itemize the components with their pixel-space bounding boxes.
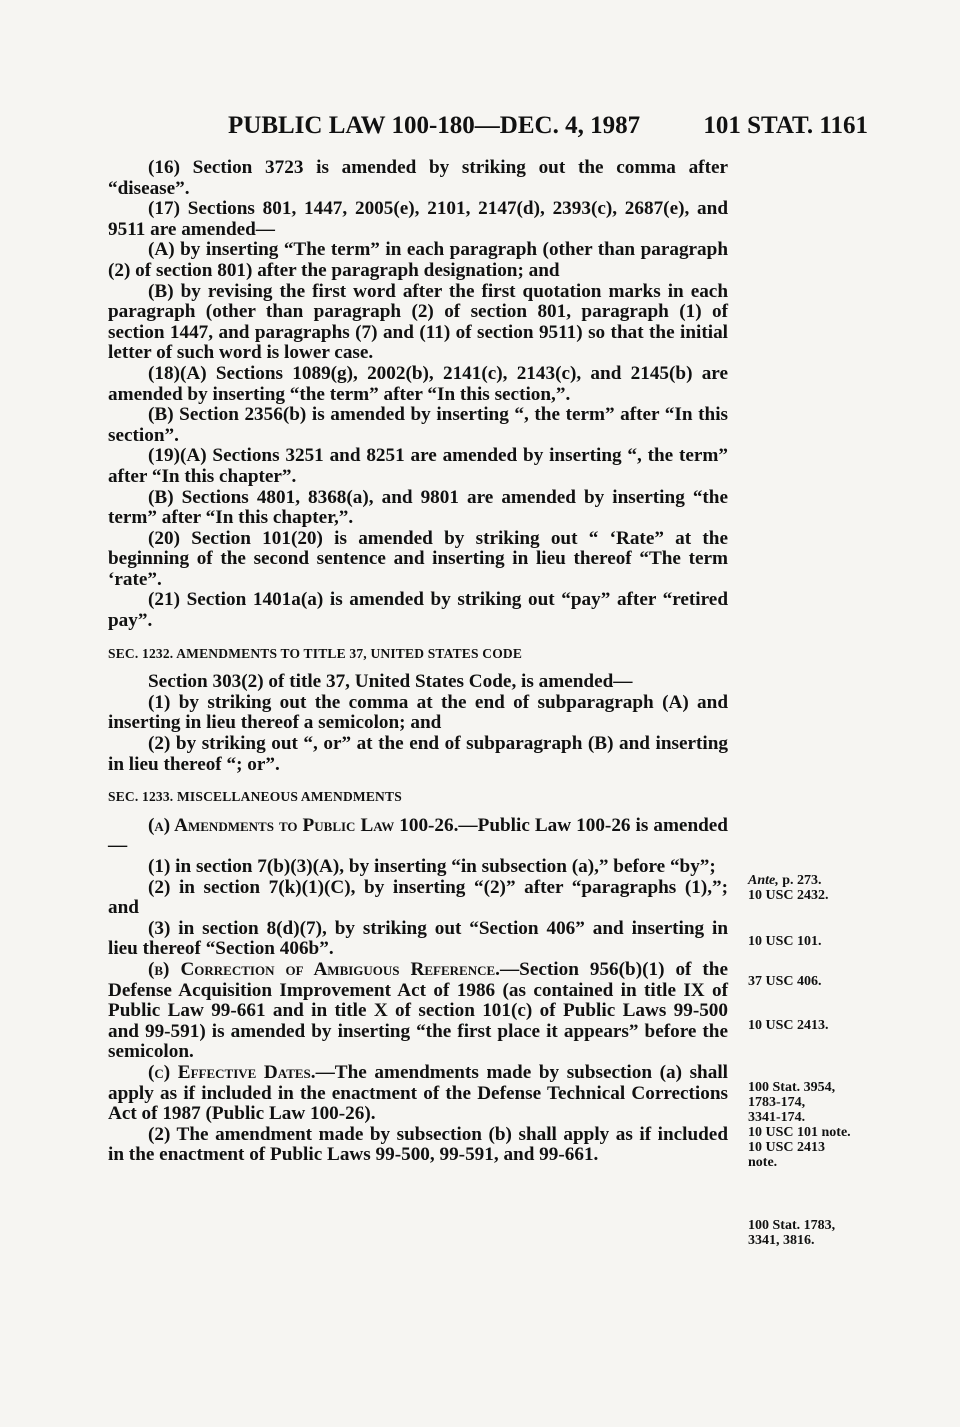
paragraph-19-a: (19)(A) Sections 3251 and 8251 are amended by inserting “, the term” after “In this chapter”.	[108, 445, 728, 487]
running-title: PUBLIC LAW 100-180—DEC. 4, 1987	[228, 112, 641, 139]
section-1233-a-3: (3) in section 8(d)(7), by striking out “Section 406” and inserting in lieu thereof “Section 406b”.	[108, 917, 728, 960]
section-1233-a-2: (2) in section 7(k)(1)(C), by inserting “(2)” after “paragraphs (1),”; and	[108, 876, 728, 919]
subsection-c-text: —The amendments made by subsection (a) shall apply as if included in the enactment of the Defense Technical Corrections Act of 1987 (Public Law 100-26).	[108, 1061, 728, 1125]
subsection-b-text: —Section 956(b)(1) of the Defense Acquisition Improvement Act of 1986 (as contained in title IX of Public Law 99-661 and in title X of section 101(c) of Public Laws 99-500 and 99-591) is amended by inserting “the first place it appears” before the semicolon.	[108, 958, 728, 1063]
paragraph-16: (16) Section 3723 is amended by striking out the comma after “disease”.	[108, 157, 728, 199]
paragraph-17-b: (B) by revising the first word after the first quotation marks in each paragraph (other than paragraph (2) of section 801, paragraph (1) of section 1447, and paragraphs (7) and (11) of section 9511) so that the initial letter of such word is lower case.	[108, 280, 728, 364]
page-header	[228, 112, 868, 152]
subsection-a-caption: (a) Amendments to Public Law 100-26.	[148, 814, 459, 836]
section-1233-a	[108, 816, 728, 857]
margin-note-37-usc-406: 37 USC 406.	[748, 974, 822, 989]
subsection-a-text: —Public Law 100-26 is amended—	[108, 814, 728, 857]
section-1232-para-1: (1) by striking out the comma at the end of subparagraph (A) and inserting in lieu thereof a semicolon; and	[108, 691, 728, 734]
margin-note-ante: Ante, p. 273. 10 USC 2432.	[748, 873, 948, 903]
margin-note-10-usc-2413: 10 USC 2413.	[748, 1018, 829, 1033]
section-1233-c	[108, 1063, 728, 1125]
paragraph-18-a: (18)(A) Sections 1089(g), 2002(b), 2141(c), 2143(c), and 2145(b) are amended by inserting “the term” after “In this section,”.	[108, 362, 728, 405]
section-1233-heading: SEC. 1233. MISCELLANEOUS AMENDMENTS	[108, 789, 402, 805]
paragraph-17-a: (A) by inserting “The term” in each paragraph (other than paragraph (2) of section 801) after the paragraph designation; and	[108, 239, 728, 281]
section-1233-c-2: (2) The amendment made by subsection (b) shall apply as if included in the enactment of Public Laws 99-500, 99-591, and 99-661.	[108, 1123, 728, 1166]
subsection-b-caption: (b) Correction of Ambiguous Reference.	[148, 958, 500, 980]
section-1232-intro: Section 303(2) of title 37, United States Code, is amended—	[148, 671, 633, 693]
section-1233-a-1: (1) in section 7(b)(3)(A), by inserting “in subsection (a),” before “by”;	[148, 856, 716, 877]
paragraph-18-b: (B) Section 2356(b) is amended by inserting “, the term” after “In this section”.	[108, 404, 728, 446]
paragraph-20: (20) Section 101(20) is amended by striking out “ ‘Rate” at the beginning of the second sentence and inserting in lieu thereof “The term ‘rate”.	[108, 527, 728, 590]
statute-citation: 101 STAT. 1161	[703, 112, 868, 139]
margin-note-100-stat-1783: 100 Stat. 1783, 3341, 3816.	[748, 1218, 836, 1248]
paragraph-17: (17) Sections 801, 1447, 2005(e), 2101, 2147(d), 2393(c), 2687(e), and 9511 are amended—	[108, 198, 728, 240]
margin-note-ante-line-1: Ante, p. 273.	[748, 873, 822, 888]
paragraph-21: (21) Section 1401a(a) is amended by striking out “pay” after “retired pay”.	[108, 589, 728, 632]
subsection-c-caption: (c) Effective Dates.	[148, 1061, 316, 1083]
body-text	[108, 158, 728, 1166]
section-1232-para-2: (2) by striking out “, or” at the end of subparagraph (B) and inserting in lieu thereof “; or”.	[108, 733, 728, 775]
paragraph-19-b: (B) Sections 4801, 8368(a), and 9801 are amended by inserting “the term” after “In this chapter,”.	[108, 486, 728, 529]
section-1233-b	[108, 960, 728, 1063]
margin-note-10-usc-101: 10 USC 101.	[748, 934, 822, 949]
margin-note-100-stat-3954: 100 Stat. 3954, 1783-174, 3341-174. 10 USC 101 note. 10 USC 2413 note.	[748, 1080, 851, 1170]
section-1232-heading: SEC. 1232. AMENDMENTS TO TITLE 37, UNITED STATES CODE	[108, 645, 523, 661]
